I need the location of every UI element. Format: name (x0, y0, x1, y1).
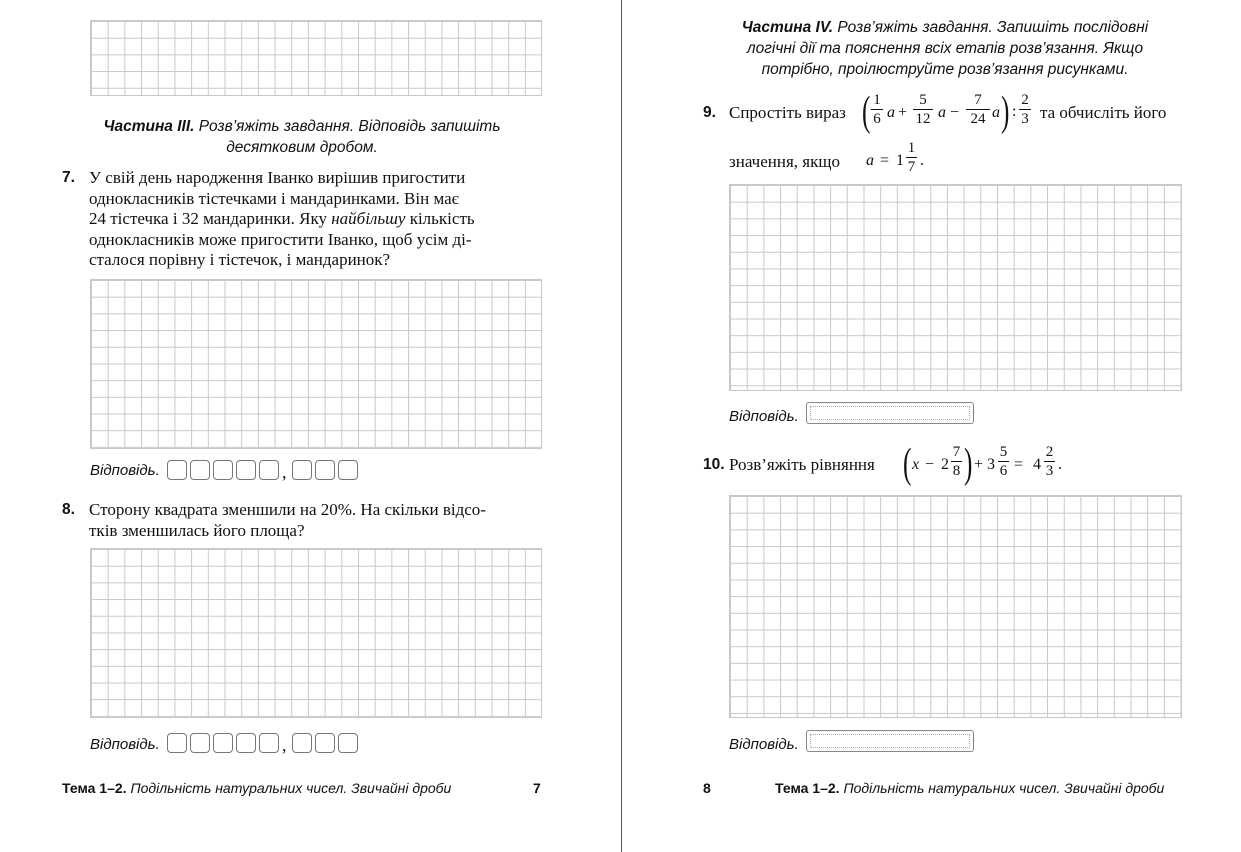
part3-title-line1: Розв’яжіть завдання. Відповідь запишіть (198, 118, 501, 135)
task-10-number: 10. (703, 456, 725, 473)
minus-sign: − (950, 104, 960, 121)
whole-part: 1 (896, 152, 904, 169)
whole-part: 4 (1033, 456, 1041, 473)
footer-left (62, 780, 451, 796)
page-divider (621, 0, 622, 852)
period: . (920, 152, 924, 169)
whole-part: 2 (941, 456, 949, 473)
task-7-line: У свій день народження Іванко вирішив пригостити (89, 168, 466, 187)
task-7-line: сталося порівну і тістечок, і мандаринок? (89, 250, 391, 269)
answer-digit-box[interactable] (213, 733, 233, 753)
minus-sign: − (925, 456, 935, 473)
part4-title-line: Розв’яжіть завдання. Запишіть послідовні (833, 19, 1149, 36)
variable-a: a (866, 152, 874, 169)
footer-topic: Тема 1–2. (775, 780, 840, 796)
equals-sign: = (880, 152, 890, 169)
fraction: 2 3 (1045, 444, 1054, 479)
task-7-line: 24 тістечка і 32 мандаринки. Яку найбільшу кількість (89, 209, 475, 228)
whole-part: 3 (987, 456, 995, 473)
grid-top-left (90, 20, 542, 96)
answer-digit-box[interactable] (315, 460, 335, 480)
right-paren: ) (1001, 89, 1010, 135)
fraction: 2 3 (1019, 92, 1031, 127)
equals-sign: = (1014, 456, 1024, 473)
answer-label-task-7: Відповідь. (90, 462, 160, 479)
task-7-line: однокласників тістечками і мандаринками. Він має (89, 188, 459, 208)
task-7 (62, 168, 542, 271)
variable-a: a (992, 104, 1000, 121)
answer-digit-box[interactable] (167, 460, 187, 480)
fraction: 7 8 (952, 444, 961, 479)
part3-title-bold: Частина III. (103, 118, 195, 135)
answer-digit-box[interactable] (338, 733, 358, 753)
task-8-number: 8. (62, 501, 75, 518)
answer-digit-box[interactable] (292, 460, 312, 480)
part3-title (62, 116, 542, 158)
period: . (1058, 456, 1062, 473)
answer-digit-box[interactable] (213, 460, 233, 480)
plus-sign: + (974, 456, 984, 473)
answer-digit-box[interactable] (338, 460, 358, 480)
task-7-number: 7. (62, 169, 75, 186)
page-number-left: 7 (533, 780, 541, 796)
part4-title (700, 17, 1190, 80)
part3-title-line2: десятковим дробом. (226, 139, 378, 156)
task-8-line: тків зменшилась його площа? (89, 520, 305, 540)
left-paren: ( (862, 89, 871, 135)
task-8 (62, 500, 542, 541)
fraction: 7 24 (966, 92, 990, 127)
answer-digit-box[interactable] (190, 460, 210, 480)
right-paren: ) (964, 441, 973, 487)
answer-digit-box[interactable] (236, 460, 256, 480)
fraction: 1 7 (907, 140, 916, 175)
decimal-comma: , (282, 462, 287, 482)
task-9-line2: значення, якщо (729, 152, 840, 171)
task-8-line: Сторону квадрата зменшили на 20%. На скільки відсо- (89, 500, 486, 519)
grid-task-7 (90, 279, 542, 449)
grid-task-8 (90, 548, 542, 718)
answer-digit-box[interactable] (190, 733, 210, 753)
division-sign: : (1012, 103, 1017, 120)
task-7-emphasis: найбільшу (331, 209, 406, 228)
variable-x: x (912, 456, 920, 473)
part4-title-line: потрібно, проілюструйте розв’язання рисунками. (761, 61, 1129, 78)
answer-digit-box[interactable] (292, 733, 312, 753)
variable-a: a (938, 104, 946, 121)
task-9-text: Спростіть вираз (729, 103, 846, 122)
variable-a: a (887, 104, 895, 121)
answer-label-task-10: Відповідь. (729, 736, 799, 753)
fraction: 5 12 (913, 92, 933, 127)
footer-topic: Тема 1–2. (62, 780, 127, 796)
answer-digit-box[interactable] (236, 733, 256, 753)
task-9-text-after: та обчисліть його (1040, 103, 1167, 122)
part4-title-bold: Частина IV. (741, 19, 834, 36)
footer-right (775, 780, 1164, 796)
page-number-right: 8 (703, 780, 711, 796)
plus-sign: + (898, 104, 908, 121)
answer-field-task-10[interactable] (806, 730, 974, 752)
answer-label-task-9: Відповідь. (729, 408, 799, 425)
answer-label-task-8: Відповідь. (90, 736, 160, 753)
left-paren: ( (903, 441, 912, 487)
decimal-comma: , (282, 735, 287, 755)
fraction: 1 6 (871, 92, 883, 127)
answer-field-task-9[interactable] (806, 402, 974, 424)
answer-digit-box[interactable] (259, 733, 279, 753)
answer-digit-box[interactable] (259, 460, 279, 480)
task-7-line: однокласників може пригостити Іванко, щоб усім ді- (89, 229, 472, 249)
footer-topic-title: Подільність натуральних чисел. Звичайні дроби (843, 780, 1165, 796)
grid-task-9 (729, 184, 1182, 391)
grid-task-10 (729, 495, 1182, 718)
answer-digit-box[interactable] (167, 733, 187, 753)
answer-digit-box[interactable] (315, 733, 335, 753)
task-10-text: Розв’яжіть рівняння (729, 455, 875, 474)
task-9-number: 9. (703, 104, 716, 121)
fraction: 5 6 (999, 444, 1008, 479)
part4-title-line: логічні дії та пояснення всіх етапів розв’язання. Якщо (746, 40, 1144, 57)
footer-topic-title: Подільність натуральних чисел. Звичайні дроби (130, 780, 452, 796)
